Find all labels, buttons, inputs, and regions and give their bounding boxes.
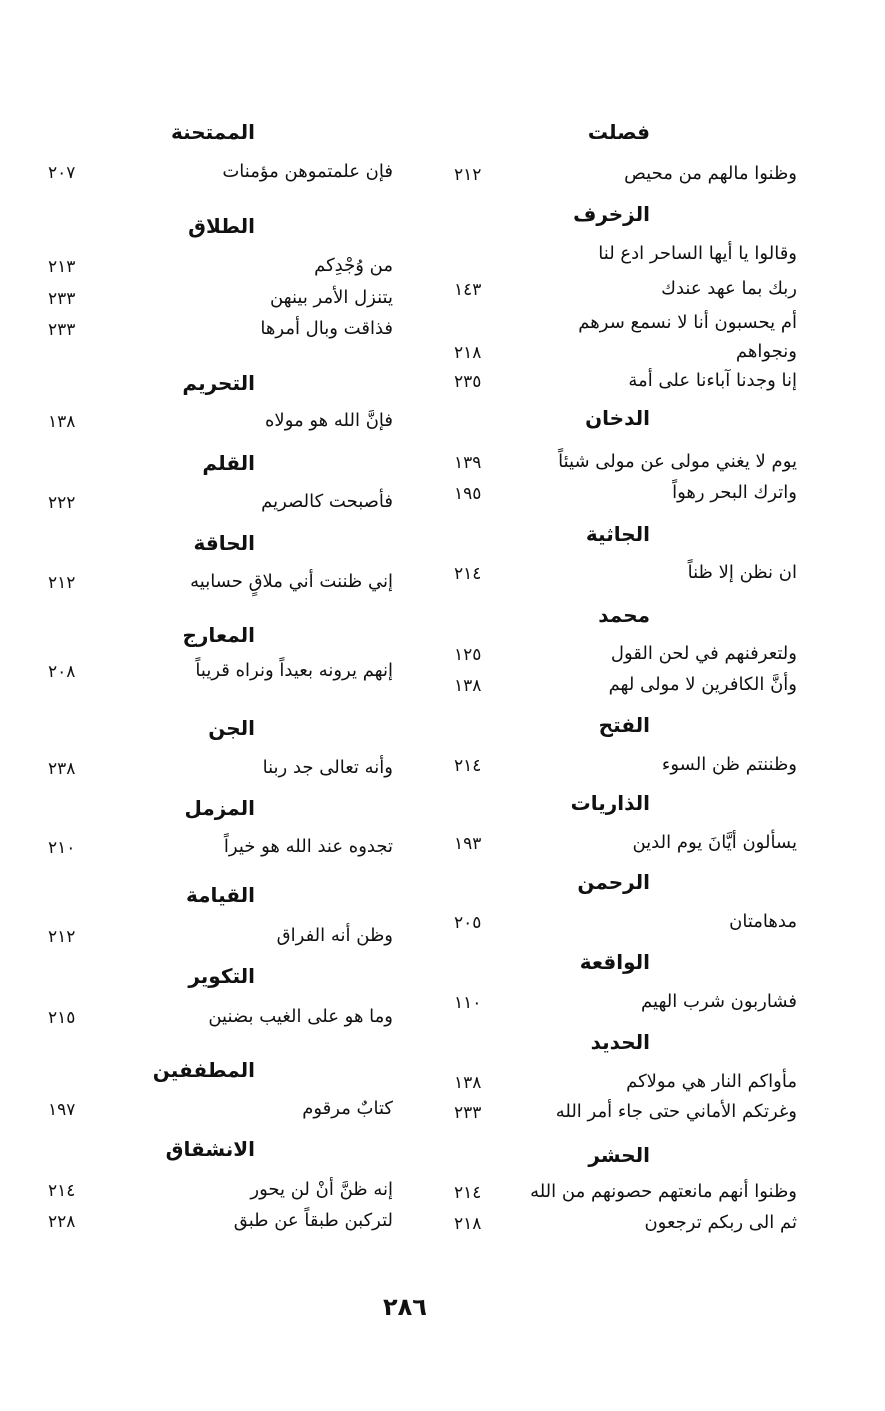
- page-reference: ١١٠: [454, 993, 482, 1013]
- verse-text: وأنَّ الكافرين لا مولى لهم: [608, 674, 797, 695]
- surah-heading: المعارج: [182, 623, 255, 647]
- verse-text: وغرتكم الأماني حتى جاء أمر الله: [555, 1101, 797, 1122]
- verse-text: لتركبن طبقاً عن طبق: [233, 1210, 393, 1231]
- surah-heading: الممتحنة: [170, 120, 255, 144]
- page-reference: ١٩٣: [454, 834, 482, 854]
- page-reference: ٢١٨: [454, 1214, 482, 1234]
- verse-text: وظنوا أنهم مانعتهم حصونهم من الله: [530, 1181, 797, 1202]
- verse-text: أم يحسبون أنا لا نسمع سرهم: [578, 312, 797, 333]
- page-reference: ٢٢٢: [48, 493, 76, 513]
- verse-text: يتنزل الأمر بينهن: [269, 287, 393, 308]
- surah-heading: الزخرف: [573, 202, 650, 226]
- surah-heading: المزمل: [184, 796, 255, 820]
- surah-heading: الدخان: [585, 406, 650, 430]
- page-reference: ٢١٣: [48, 257, 76, 277]
- page-reference: ٢٣٣: [454, 1103, 482, 1123]
- page-reference: ١٣٨: [454, 676, 482, 696]
- page-reference: ١٣٨: [454, 1073, 482, 1093]
- verse-text: مدهامتان: [729, 911, 797, 932]
- surah-heading: الجاثية: [585, 522, 650, 546]
- verse-text: إنا وجدنا آباءنا على أمة: [628, 370, 797, 391]
- page-reference: ١٤٣: [454, 280, 482, 300]
- surah-heading: الحاقة: [193, 531, 255, 555]
- verse-text: إني ظننت أني ملاقٍ حسابيه: [190, 571, 393, 592]
- page-reference: ١٢٥: [454, 645, 482, 665]
- verse-text: واترك البحر رهواً: [672, 482, 797, 503]
- page-reference: ٢٠٧: [48, 163, 76, 183]
- surah-heading: التكوير: [188, 964, 255, 988]
- page-reference: ٢١٠: [48, 838, 76, 858]
- verse-text: فإنَّ الله هو مولاه: [265, 410, 393, 431]
- page-reference: ٢١٥: [48, 1008, 76, 1028]
- verse-text: ربك بما عهد عندك: [661, 278, 797, 299]
- page-reference: ٢٣٣: [48, 289, 76, 309]
- verse-text: مأواكم النار هي مولاكم: [626, 1071, 797, 1092]
- page-reference: ٢١٤: [454, 756, 482, 776]
- surah-heading: التحريم: [182, 371, 255, 395]
- page-reference: ٢٠٨: [48, 662, 76, 682]
- verse-text: إنهم يرونه بعيداً ونراه قريباً: [195, 660, 393, 681]
- surah-heading: الرحمن: [577, 870, 650, 894]
- page-reference: ٢٢٨: [48, 1212, 76, 1232]
- verse-text: من وُجْدِكم: [314, 255, 393, 276]
- verse-text: فذاقت وبال أمرها: [260, 318, 393, 339]
- page-reference: ٢١٢: [48, 927, 76, 947]
- verse-text: وظن أنه الفراق: [276, 925, 393, 946]
- verse-text: وظنوا مالهم من محيص: [624, 163, 797, 184]
- surah-heading: الطلاق: [188, 214, 255, 238]
- page-reference: ٢٣٨: [48, 759, 76, 779]
- page-reference: ٢١٤: [454, 1183, 482, 1203]
- surah-heading: محمد: [598, 603, 650, 627]
- page-reference: ١٩٥: [454, 484, 482, 504]
- page-reference: ٢٠٥: [454, 913, 482, 933]
- page-reference: ١٣٩: [454, 453, 482, 473]
- surah-heading: القيامة: [186, 883, 255, 907]
- surah-heading: الحشر: [588, 1143, 650, 1167]
- verse-text: فشاربون شرب الهيم: [641, 991, 797, 1012]
- page-reference: ١٣٨: [48, 412, 76, 432]
- page-reference: ١٩٧: [48, 1100, 76, 1120]
- page-reference: ٢١٢: [454, 165, 482, 185]
- page-reference: ٢٣٣: [48, 320, 76, 340]
- verse-text: ولتعرفنهم في لحن القول: [610, 643, 797, 664]
- verse-text: وأنه تعالى جد ربنا: [262, 757, 393, 778]
- surah-heading: فصلت: [587, 120, 650, 144]
- surah-heading: الجن: [208, 716, 255, 740]
- verse-text: فأصبحت كالصريم: [261, 491, 393, 512]
- page-reference: ٢١٤: [48, 1181, 76, 1201]
- page-reference: ٢٣٥: [454, 372, 482, 392]
- verse-text: ونجواهم: [735, 341, 797, 362]
- verse-text: وما هو على الغيب بضنين: [208, 1006, 393, 1027]
- verse-text: ان نظن إلا ظناً: [687, 562, 797, 583]
- verse-text: وقالوا يا أيها الساحر ادع لنا: [598, 243, 797, 264]
- surah-heading: الحديد: [590, 1030, 650, 1054]
- surah-heading: الذاريات: [570, 791, 650, 815]
- surah-heading: الفتح: [598, 713, 650, 737]
- surah-heading: الواقعة: [579, 950, 650, 974]
- verse-text: فإن علمتموهن مؤمنات: [222, 161, 393, 182]
- page-reference: ٢١٢: [48, 573, 76, 593]
- verse-text: ثم الى ربكم ترجعون: [644, 1212, 797, 1233]
- page-reference: ٢١٤: [454, 564, 482, 584]
- verse-text: يسألون أيَّانَ يوم الدين: [632, 832, 797, 853]
- surah-heading: الانشقاق: [165, 1137, 255, 1161]
- verse-text: إنه ظنَّ أنْ لن يحور: [250, 1179, 393, 1200]
- verse-text: تجدوه عند الله هو خيراً: [223, 836, 393, 857]
- verse-text: كتابٌ مرقوم: [302, 1098, 393, 1119]
- verse-text: يوم لا يغني مولى عن مولى شيئاً: [558, 451, 797, 472]
- surah-heading: القلم: [202, 451, 255, 475]
- page-reference: ٢١٨: [454, 343, 482, 363]
- page-number: ٢٨٦: [383, 1293, 427, 1321]
- verse-text: وظننتم ظن السوء: [661, 754, 797, 775]
- surah-heading: المطففين: [152, 1058, 255, 1082]
